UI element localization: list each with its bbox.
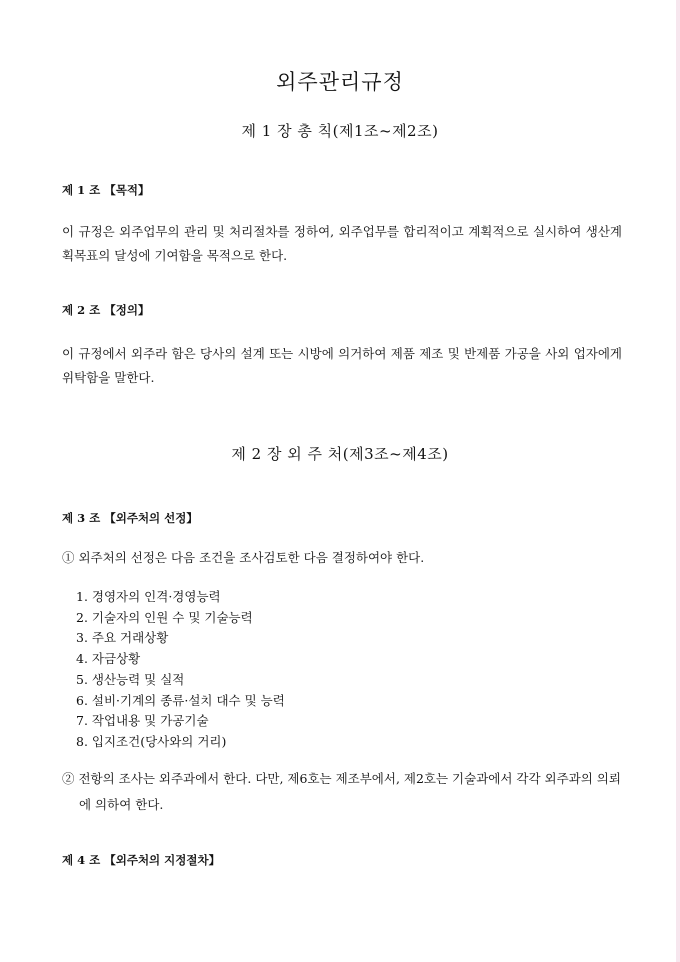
list-item: 6. 설비·기계의 종류·설치 대수 및 능력 (76, 692, 285, 708)
article-4-heading: 제 4 조 【외주처의 지정절차】 (62, 853, 221, 867)
article-3-clause-1 (62, 545, 622, 571)
list-item: 5. 생산능력 및 실적 (76, 671, 185, 687)
list-item: 3. 주요 거래상황 (76, 630, 169, 646)
article-2-heading: 제 2 조 【정의】 (62, 303, 150, 317)
list-item: 1. 경영자의 인격·경영능력 (76, 589, 221, 604)
article-2-text: 이 규정에서 외주라 함은 당사의 설계 또는 시방에 의거하여 제품 제조 및 반제품 가공을 사외 업자에게 위탁함을 말한다. (62, 346, 622, 385)
chapter-1-heading: 제 1 장 총 칙(제1조~제2조) (241, 122, 439, 140)
document-title: 외주관리규정 (276, 70, 404, 94)
article-1-heading: 제 1 조 【목적】 (62, 183, 150, 197)
clause-1-text: ① 외주처의 선정은 다음 조건을 조사검토한 다음 결정하여야 한다. (62, 550, 425, 565)
article-1-text: 이 규정은 외주업무의 관리 및 처리절차를 정하여, 외주업무를 합리적이고 계획적으로 실시하여 생산계획목표의 달성에 기여함을 목적으로 한다. (62, 224, 622, 263)
clause-2-text: ② 전항의 조사는 외주과에서 한다. 다만, 제6호는 제조부에서, 제2호는 기술과에서 각각 외주과의 의뢰에 의하여 한다. (62, 771, 621, 812)
article-3-condition-list (76, 587, 285, 753)
chapter-2-heading: 제 2 장 외 주 처(제3조~제4조) (231, 445, 449, 463)
list-item: 8. 입지조건(당사와의 거리) (76, 733, 227, 749)
list-item: 7. 작업내용 및 가공기술 (76, 713, 209, 729)
article-3-heading: 제 3 조 【외주처의 선정】 (62, 511, 198, 525)
list-item: 2. 기술자의 인원 수 및 기술능력 (76, 609, 253, 625)
page-edge-shadow (676, 0, 680, 962)
article-3-clause-2 (62, 766, 622, 818)
list-item: 4. 자금상황 (76, 651, 141, 667)
